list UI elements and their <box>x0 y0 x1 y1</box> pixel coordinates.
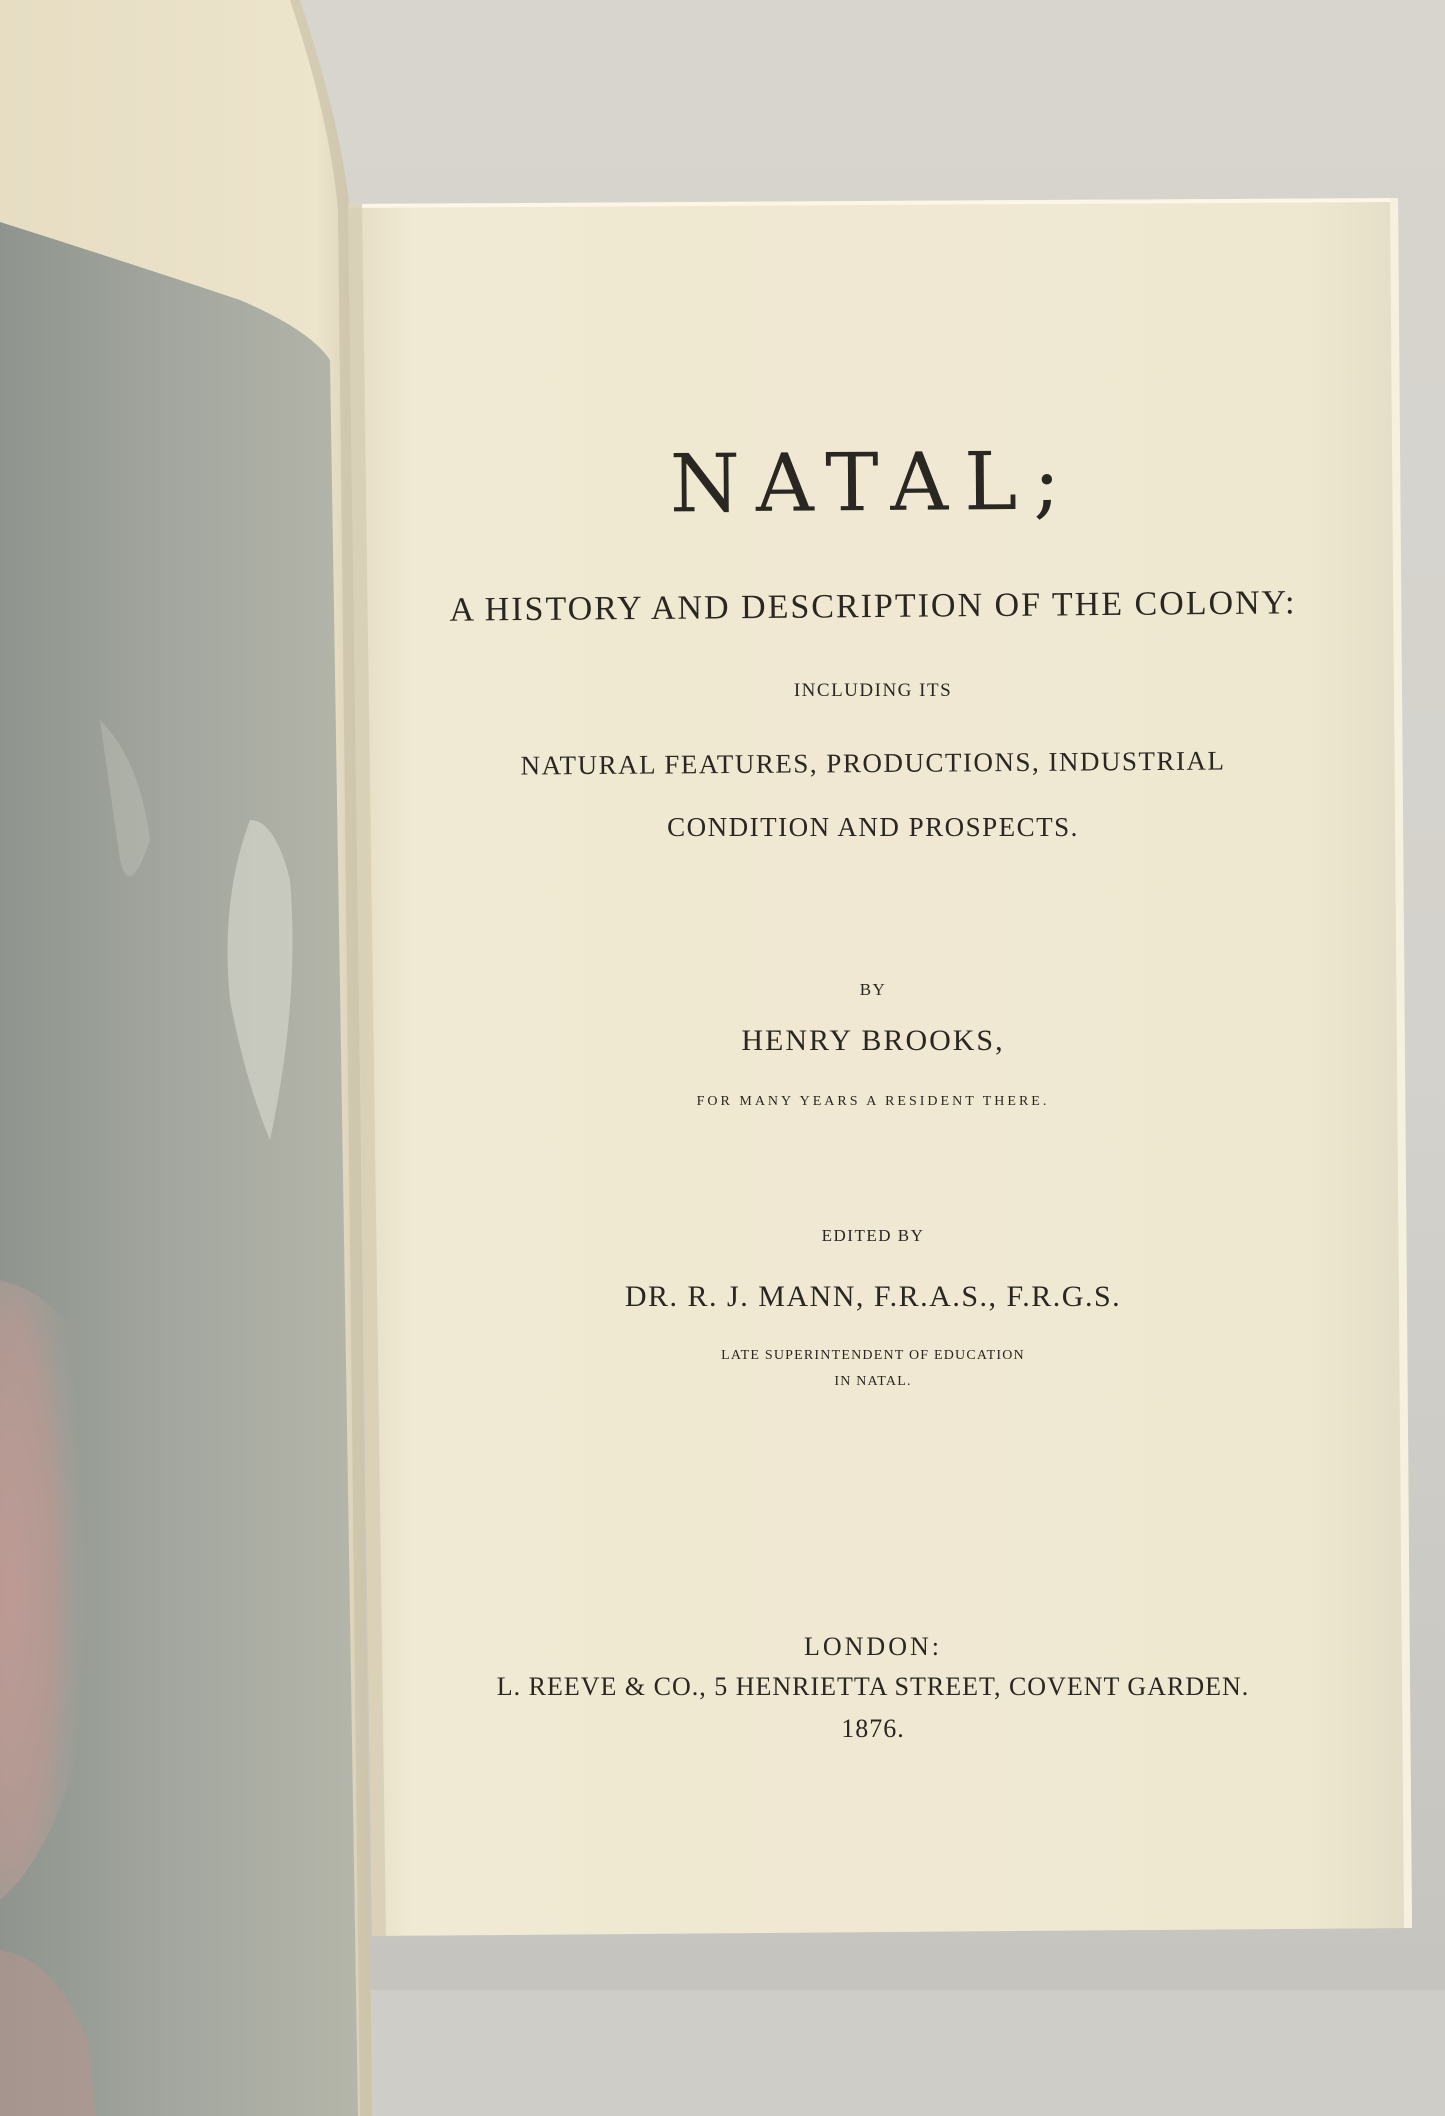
edited-by-line: EDITED BY <box>821 1226 925 1245</box>
book-title: NATAL; <box>669 434 1077 531</box>
imprint-publisher: L. REEVE & CO., 5 HENRIETTA STREET, COVENT GARDEN. <box>496 1672 1250 1701</box>
author-note: FOR MANY YEARS A RESIDENT THERE. <box>696 1094 1050 1109</box>
book-cover-edge <box>340 1990 1445 2116</box>
editor-name: DR. R. J. MANN, F.R.A.S., F.R.G.S. <box>624 1280 1122 1313</box>
editor-role-line-1: LATE SUPERINTENDENT OF EDUCATION <box>721 1348 1025 1363</box>
including-line: INCLUDING ITS <box>793 680 953 701</box>
by-line: BY <box>859 980 887 999</box>
title-page-text <box>348 198 1398 1933</box>
imprint-city: LONDON: <box>804 1632 942 1661</box>
topics-line-1: NATURAL FEATURES, PRODUCTIONS, INDUSTRIAL <box>520 745 1226 781</box>
author-name: HENRY BROOKS, <box>741 1024 1005 1057</box>
topics-line-2: CONDITION AND PROSPECTS. <box>667 812 1079 842</box>
frontispiece-tissue <box>0 222 358 2116</box>
book-subtitle: A HISTORY AND DESCRIPTION OF THE COLONY: <box>449 584 1297 629</box>
editor-role-line-2: IN NATAL. <box>834 1374 912 1389</box>
imprint-year: 1876. <box>841 1714 905 1743</box>
